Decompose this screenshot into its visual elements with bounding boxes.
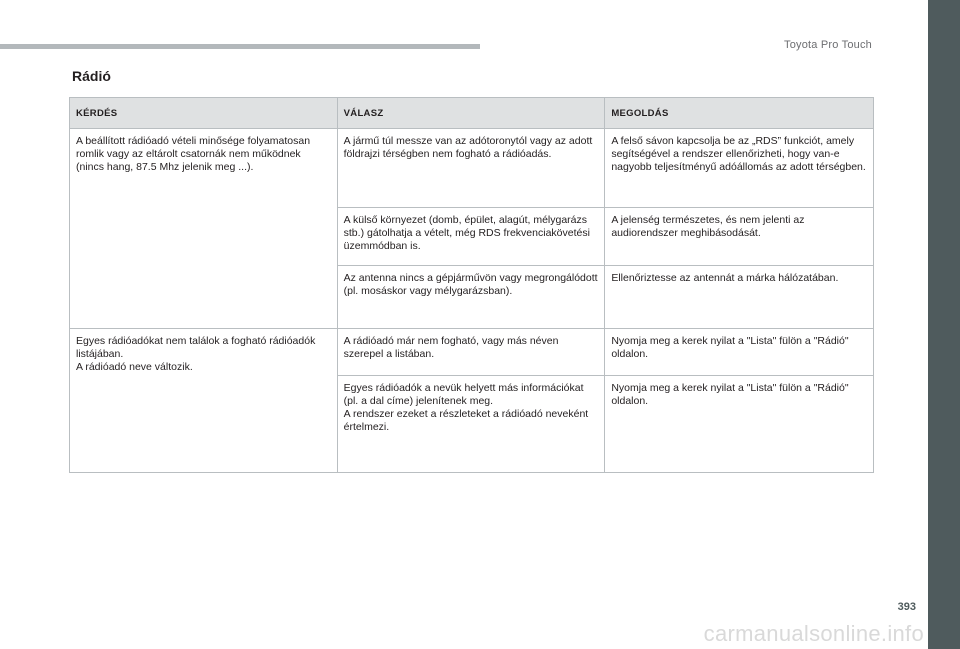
table-row — [70, 329, 874, 376]
answer-cell: A rádióadó már nem fogható, vagy más néven szerepel a listában. — [337, 329, 605, 376]
solution-cell: A jelenség természetes, és nem jelenti az audiorendszer meghibásodását. — [605, 208, 874, 266]
troubleshooting-table — [69, 97, 874, 473]
question-cell: A beállított rádióadó vételi minősége folyamatosan romlik vagy az eltárolt csatornák nem működnek (nincs hang, 87.5 Mhz jelenik meg ...). — [70, 129, 338, 329]
page-title: Rádió — [72, 68, 111, 84]
table-header-row — [70, 98, 874, 129]
page-marker-dot — [945, 586, 950, 591]
column-header-solution: MEGOLDÁS — [605, 98, 874, 129]
brand-label: Toyota Pro Touch — [784, 39, 872, 51]
side-tab-bar — [928, 0, 960, 649]
column-header-answer: VÁLASZ — [337, 98, 605, 129]
answer-cell: Egyes rádióadók a nevük helyett más információkat (pl. a dal címe) jelenítenek meg. A rendszer ezeket a részleteket a rádióadó neveként értelmezi. — [337, 376, 605, 473]
column-header-question: KÉRDÉS — [70, 98, 338, 129]
watermark-text: carmanualsonline.info — [703, 621, 924, 646]
page-number: 393 — [897, 601, 916, 613]
answer-cell: A jármű túl messze van az adótoronytól vagy az adott földrajzi térségben nem fogható a rádióadás. — [337, 129, 605, 208]
solution-cell: Nyomja meg a kerek nyilat a "Lista" fülön a "Rádió" oldalon. — [605, 376, 874, 473]
table-row — [70, 129, 874, 208]
header-rule — [0, 44, 480, 49]
solution-cell: A felső sávon kapcsolja be az „RDS” funkciót, amely segítségével a rendszer ellenőrizheti, hogy van-e nagyobb teljesítményű adóállomás az adott térségben. — [605, 129, 874, 208]
answer-cell: Az antenna nincs a gépjárművön vagy megrongálódott (pl. mosáskor vagy mélygarázsban). — [337, 266, 605, 329]
question-cell: Egyes rádióadókat nem találok a fogható rádióadók listájában. A rádióadó neve változik. — [70, 329, 338, 473]
answer-cell: A külső környezet (domb, épület, alagút, mélygarázs stb.) gátolhatja a vételt, még RDS frekvenciakövetési üzemmódban is. — [337, 208, 605, 266]
solution-cell: Nyomja meg a kerek nyilat a "Lista" fülön a "Rádió" oldalon. — [605, 329, 874, 376]
solution-cell: Ellenőriztesse az antennát a márka hálózatában. — [605, 266, 874, 329]
